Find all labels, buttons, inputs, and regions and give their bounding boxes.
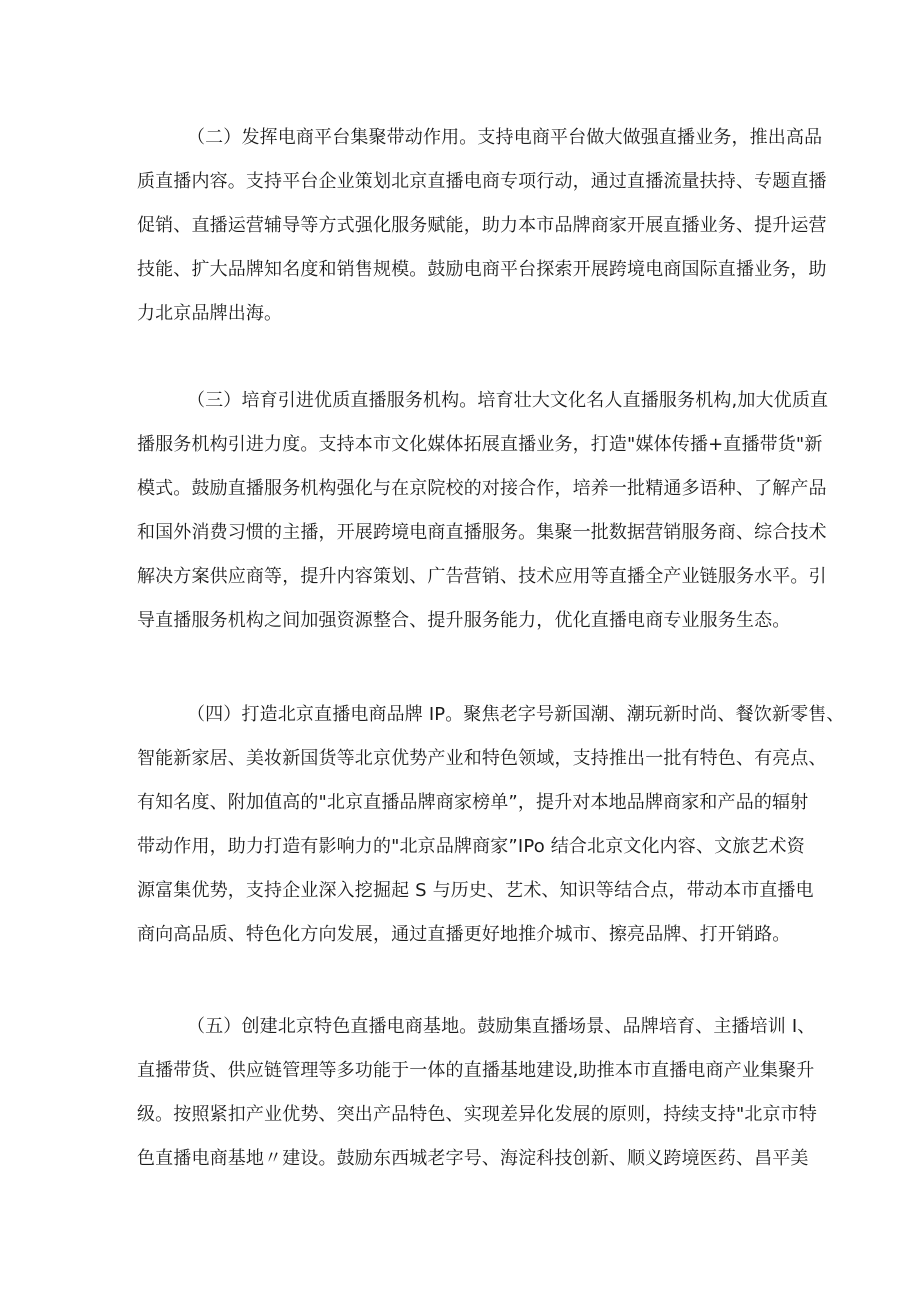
- text-line: 直播带货、供应链管理等多功能于一体的直播基地建设,助推本市直播电商产业集聚升: [137, 1060, 815, 1081]
- text-line: （三）培育引进优质直播服务机构。培育壮大文化名人直播服务机构,加大优质直: [187, 390, 829, 411]
- text-line: 源富集优势，支持企业深入挖掘起 S 与历史、艺术、知识等结合点，带动本市直播电: [137, 880, 814, 901]
- text-line: 级。按照紧扣产业优势、突出产品特色、实现差异化发展的原则，持续支持"北京市特: [137, 1104, 817, 1125]
- text-line: 商向高品质、特色化方向发展，通过直播更好地推介城市、擦亮品牌、打开销路。: [137, 924, 791, 945]
- text-line: 促销、直播运营辅导等方式强化服务赋能，助力本市品牌商家开展直播业务、提升运营: [137, 215, 827, 236]
- text-line: 带动作用，助力打造有影响力的"北京品牌商家”IPo 结合北京文化内容、文旅艺术资: [137, 836, 805, 857]
- text-line: 播服务机构引进力度。支持本市文化媒体拓展直播业务，打造"媒体传播+直播带货"新: [137, 434, 823, 455]
- text-line: 力北京品牌出海。: [137, 303, 283, 324]
- text-line: 和国外消费习惯的主播，开展跨境电商直播服务。集聚一批数据营销服务商、综合技术: [137, 522, 827, 543]
- text-line: 技能、扩大品牌知名度和销售规模。鼓励电商平台探索开展跨境电商国际直播业务，助: [137, 259, 827, 280]
- text-line: 色直播电商基地〃建设。鼓励东西城老字号、海淀科技创新、顺义跨境医药、昌平美: [137, 1148, 809, 1169]
- text-line: 模式。鼓励直播服务机构强化与在京院校的对接合作，培养一批精通多语种、了解产品: [137, 478, 827, 499]
- text-line: 解决方案供应商等，提升内容策划、广告营销、技术应用等直播全产业链服务水平。引: [137, 566, 827, 587]
- text-line: （四）打造北京直播电商品牌 IP。聚焦老字号新国潮、潮玩新时尚、餐饮新零售、: [187, 704, 845, 725]
- text-line: 智能新家居、美妆新国货等北京优势产业和特色领域，支持推出一批有特色、有亮点、: [137, 748, 827, 769]
- text-line: 有知名度、附加值高的"北京直播品牌商家榜单”，提升对本地品牌商家和产品的辐射: [137, 792, 809, 813]
- text-line: 质直播内容。支持平台企业策划北京直播电商专项行动，通过直播流量扶持、专题直播: [137, 171, 827, 192]
- text-line: （二）发挥电商平台集聚带动作用。支持电商平台做大做强直播业务，推出高品: [187, 127, 823, 148]
- text-line: （五）创建北京特色直播电商基地。鼓励集直播场景、品牌培育、主播培训 I、: [187, 1016, 816, 1037]
- text-line: 导直播服务机构之间加强资源整合、提升服务能力，优化直播电商专业服务生态。: [137, 610, 791, 631]
